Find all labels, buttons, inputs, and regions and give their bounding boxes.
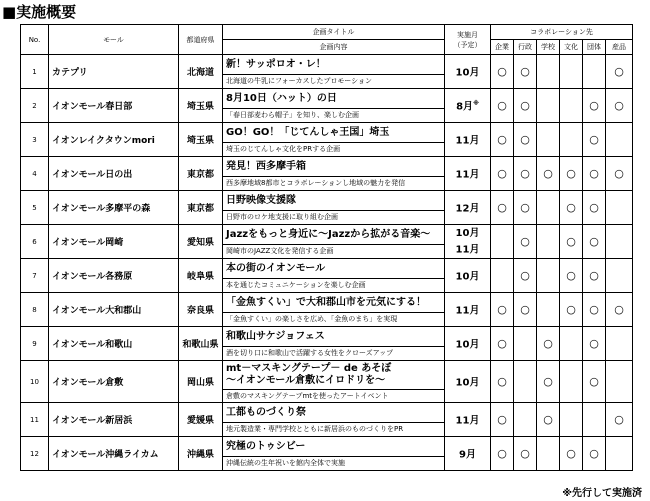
row-plan-title: Jazzをもっと身近に～Jazzから拡がる音楽～ xyxy=(223,225,444,245)
collab-cell xyxy=(583,403,606,437)
collab-mark: ○ xyxy=(543,375,553,388)
collab-mark: ○ xyxy=(497,201,507,214)
row-mall: イオンモール新居浜 xyxy=(49,403,179,437)
collab-mark: ○ xyxy=(566,167,576,180)
collab-mark: ○ xyxy=(497,133,507,146)
row-plan-title: GO！GO！「じてんしゃ王国」埼玉 xyxy=(223,123,444,143)
row-month xyxy=(445,157,491,191)
row-month-value: 12月 xyxy=(455,203,480,215)
collab-cell xyxy=(583,361,606,403)
row-plan xyxy=(223,225,445,259)
row-mall: イオンモール沖縄ライカム xyxy=(49,437,179,471)
header-collab-col: 文化 xyxy=(560,40,583,55)
row-plan xyxy=(223,191,445,225)
row-pref: 奈良県 xyxy=(179,293,223,327)
row-month-value: 10月 xyxy=(455,67,480,79)
row-mall: イオンモール春日部 xyxy=(49,89,179,123)
row-month-value: 10月 xyxy=(455,271,480,283)
collab-mark: ○ xyxy=(589,99,599,112)
collab-cell xyxy=(583,225,606,259)
collab-cell xyxy=(560,191,583,225)
collab-cell xyxy=(537,225,560,259)
row-plan-title: 和歌山サケジョフェス xyxy=(223,327,444,347)
row-pref: 和歌山県 xyxy=(179,327,223,361)
collab-cell xyxy=(491,89,514,123)
collab-mark: ○ xyxy=(614,99,624,112)
header-plan-title: 企画タイトル xyxy=(223,25,445,40)
row-no: 4 xyxy=(21,157,49,191)
collab-cell xyxy=(560,55,583,89)
collab-cell xyxy=(606,157,633,191)
row-month xyxy=(445,327,491,361)
row-plan xyxy=(223,157,445,191)
collab-cell xyxy=(606,259,633,293)
row-mall: カテプリ xyxy=(49,55,179,89)
row-plan-title: 新！サッポロオ・レ！ xyxy=(223,55,444,75)
collab-mark: ○ xyxy=(520,167,530,180)
table-row xyxy=(21,157,633,191)
row-plan-title: 「金魚すくい」で大和郡山市を元気にする！ xyxy=(223,293,444,313)
collab-mark: ○ xyxy=(497,447,507,460)
collab-cell xyxy=(514,361,537,403)
collab-cell xyxy=(537,403,560,437)
collab-cell xyxy=(491,225,514,259)
collab-cell xyxy=(606,55,633,89)
collab-cell xyxy=(491,403,514,437)
row-plan-title: 本の街のイオンモール xyxy=(223,259,444,279)
row-plan xyxy=(223,361,445,403)
collab-cell xyxy=(583,55,606,89)
collab-cell xyxy=(491,361,514,403)
collab-cell xyxy=(491,191,514,225)
row-month xyxy=(445,361,491,403)
row-plan-title: 日野映像支援隊 xyxy=(223,191,444,211)
header-collab-col: 学校 xyxy=(537,40,560,55)
collab-cell xyxy=(583,157,606,191)
collab-cell xyxy=(606,403,633,437)
collab-cell xyxy=(491,327,514,361)
table-row xyxy=(21,123,633,157)
collab-cell xyxy=(537,437,560,471)
collab-cell xyxy=(583,191,606,225)
header-collab-col: 団体 xyxy=(583,40,606,55)
row-plan xyxy=(223,89,445,123)
row-month xyxy=(445,123,491,157)
collab-cell xyxy=(583,89,606,123)
collab-mark: ○ xyxy=(520,235,530,248)
collab-cell xyxy=(537,361,560,403)
collab-cell xyxy=(560,293,583,327)
table-row xyxy=(21,225,633,259)
row-month xyxy=(445,437,491,471)
row-month xyxy=(445,191,491,225)
collab-cell xyxy=(560,225,583,259)
row-no: 11 xyxy=(21,403,49,437)
row-mall: イオンモール倉敷 xyxy=(49,361,179,403)
row-plan-desc: 北海道の牛乳にフォーカスしたプロモーション xyxy=(226,77,372,85)
row-month-note-mark: ※ xyxy=(473,100,479,108)
collab-cell xyxy=(583,437,606,471)
collab-cell xyxy=(606,327,633,361)
collab-cell xyxy=(514,89,537,123)
row-plan-title: 発見！西多摩手箱 xyxy=(223,157,444,177)
row-plan-desc: 沖縄伝統の生年祝いを館内全体で実施 xyxy=(226,459,345,467)
collab-mark: ○ xyxy=(589,269,599,282)
collab-cell xyxy=(606,293,633,327)
collab-mark: ○ xyxy=(497,167,507,180)
collab-mark: ○ xyxy=(589,201,599,214)
row-month-value: 11月 xyxy=(455,135,480,147)
collab-mark: ○ xyxy=(614,65,624,78)
collab-cell xyxy=(537,123,560,157)
collab-mark: ○ xyxy=(589,133,599,146)
collab-cell xyxy=(514,437,537,471)
collab-cell xyxy=(514,123,537,157)
table-row xyxy=(21,403,633,437)
row-plan-desc: 西多摩地域8都市とコラボレーションし地域の魅力を発信 xyxy=(226,179,406,187)
collab-cell xyxy=(606,361,633,403)
row-no: 5 xyxy=(21,191,49,225)
row-plan-desc: 本を通じたコミュニケーションを楽しむ企画 xyxy=(226,281,366,289)
table-body xyxy=(21,55,633,471)
row-plan-desc: 倉敷のマスキングテープmtを使ったアートイベント xyxy=(226,392,389,400)
table-row xyxy=(21,191,633,225)
row-plan-desc: 地元製造業・専門学校とともに新居浜のものづくりをPR xyxy=(226,425,404,433)
row-no: 2 xyxy=(21,89,49,123)
row-mall: イオンレイクタウンmori xyxy=(49,123,179,157)
row-no: 8 xyxy=(21,293,49,327)
collab-cell xyxy=(514,55,537,89)
collab-mark: ○ xyxy=(543,337,553,350)
collab-mark: ○ xyxy=(589,303,599,316)
row-plan-title: mt－マスキングテープ－ de あそぼ ～イオンモール倉敷にイロドリを～ xyxy=(223,361,444,390)
row-pref: 埼玉県 xyxy=(179,123,223,157)
header-pref: 都道府県 xyxy=(179,25,223,55)
collab-cell xyxy=(491,55,514,89)
collab-mark: ○ xyxy=(520,201,530,214)
row-plan-desc: 「金魚すくい」の楽しさを広め、「金魚のまち」を実現 xyxy=(226,315,398,323)
table-row xyxy=(21,259,633,293)
collab-mark: ○ xyxy=(520,133,530,146)
collab-cell xyxy=(537,259,560,293)
row-no: 10 xyxy=(21,361,49,403)
row-month-value: 9月 xyxy=(459,449,476,461)
collab-cell xyxy=(491,123,514,157)
header-collab-col: 産品 xyxy=(606,40,633,55)
row-plan-title: 8月10日（ハット）の日 xyxy=(223,89,444,109)
collab-mark: ○ xyxy=(497,303,507,316)
collab-cell xyxy=(537,89,560,123)
row-month xyxy=(445,293,491,327)
collab-cell xyxy=(560,259,583,293)
row-mall: イオンモール多摩平の森 xyxy=(49,191,179,225)
row-plan xyxy=(223,403,445,437)
row-month-value: 10月 xyxy=(455,377,480,389)
row-month-value: 11月 xyxy=(455,305,480,317)
row-mall: イオンモール岡崎 xyxy=(49,225,179,259)
row-mall: イオンモール日の出 xyxy=(49,157,179,191)
collab-mark: ○ xyxy=(543,413,553,426)
collab-mark: ○ xyxy=(589,235,599,248)
collab-cell xyxy=(560,437,583,471)
row-no: 12 xyxy=(21,437,49,471)
header-no: No. xyxy=(21,25,49,55)
collab-mark: ○ xyxy=(566,303,576,316)
row-plan-desc: 日野市のロケ地支援に取り組む企画 xyxy=(226,213,338,221)
footnote: ※先行して実施済 xyxy=(562,488,642,499)
collab-cell xyxy=(537,55,560,89)
row-month xyxy=(445,403,491,437)
row-pref: 北海道 xyxy=(179,55,223,89)
header-plan-content: 企画内容 xyxy=(223,40,445,55)
row-no: 6 xyxy=(21,225,49,259)
row-month-value: 11月 xyxy=(455,415,480,427)
row-month-value: 11月 xyxy=(455,169,480,181)
row-plan-desc: 「春日部麦わら帽子」を知り、楽しむ企画 xyxy=(226,111,359,119)
collab-mark: ○ xyxy=(520,447,530,460)
table-row xyxy=(21,361,633,403)
collab-cell xyxy=(514,293,537,327)
collab-mark: ○ xyxy=(497,413,507,426)
row-pref: 岐阜県 xyxy=(179,259,223,293)
collab-mark: ○ xyxy=(497,337,507,350)
header-month xyxy=(445,25,491,55)
collab-mark: ○ xyxy=(614,167,624,180)
row-plan-desc: 埼玉のじてんしゃ文化をPRする企画 xyxy=(226,145,341,153)
collab-cell xyxy=(560,123,583,157)
collab-cell xyxy=(560,157,583,191)
row-plan xyxy=(223,293,445,327)
collab-cell xyxy=(491,157,514,191)
row-month xyxy=(445,225,491,259)
collab-cell xyxy=(537,191,560,225)
row-pref: 埼玉県 xyxy=(179,89,223,123)
collab-cell xyxy=(560,361,583,403)
collab-mark: ○ xyxy=(497,375,507,388)
collab-cell xyxy=(560,89,583,123)
collab-cell xyxy=(514,225,537,259)
collab-mark: ○ xyxy=(614,303,624,316)
row-plan xyxy=(223,123,445,157)
row-month xyxy=(445,55,491,89)
row-plan-title: 工都ものづくり祭 xyxy=(223,403,444,423)
collab-mark: ○ xyxy=(566,447,576,460)
collab-mark: ○ xyxy=(589,375,599,388)
collab-cell xyxy=(491,259,514,293)
header-month-label: 実施月 xyxy=(457,30,478,39)
row-plan xyxy=(223,437,445,471)
overview-table xyxy=(20,24,633,471)
header-collab-col: 企業 xyxy=(491,40,514,55)
collab-cell xyxy=(606,225,633,259)
collab-mark: ○ xyxy=(589,167,599,180)
table-row xyxy=(21,55,633,89)
collab-cell xyxy=(491,293,514,327)
collab-cell xyxy=(491,437,514,471)
collab-mark: ○ xyxy=(566,269,576,282)
header-collab-col: 行政 xyxy=(514,40,537,55)
collab-mark: ○ xyxy=(614,413,624,426)
row-mall: イオンモール大和郡山 xyxy=(49,293,179,327)
collab-mark: ○ xyxy=(497,65,507,78)
row-month-value: 10月 xyxy=(455,339,480,351)
collab-cell xyxy=(583,259,606,293)
collab-cell xyxy=(583,293,606,327)
header-month-sub: （予定） xyxy=(453,40,482,49)
table-row xyxy=(21,293,633,327)
row-pref: 東京都 xyxy=(179,157,223,191)
collab-mark: ○ xyxy=(520,269,530,282)
table-row xyxy=(21,437,633,471)
row-mall: イオンモール各務原 xyxy=(49,259,179,293)
row-mall: イオンモール和歌山 xyxy=(49,327,179,361)
section-heading: ■実施概要 xyxy=(2,3,77,21)
collab-mark: ○ xyxy=(566,201,576,214)
collab-mark: ○ xyxy=(520,65,530,78)
collab-cell xyxy=(514,403,537,437)
table-row xyxy=(21,327,633,361)
row-plan xyxy=(223,327,445,361)
row-pref: 東京都 xyxy=(179,191,223,225)
collab-cell xyxy=(537,327,560,361)
row-no: 7 xyxy=(21,259,49,293)
collab-cell xyxy=(560,327,583,361)
collab-cell xyxy=(514,259,537,293)
row-month xyxy=(445,259,491,293)
row-plan-desc: 酒を切り口に和歌山で活躍する女性をクローズアップ xyxy=(226,349,394,357)
collab-cell xyxy=(606,123,633,157)
collab-mark: ○ xyxy=(566,235,576,248)
header-collab: コラボレーション先 xyxy=(491,25,633,40)
collab-cell xyxy=(537,293,560,327)
collab-mark: ○ xyxy=(520,303,530,316)
row-no: 1 xyxy=(21,55,49,89)
row-pref: 沖縄県 xyxy=(179,437,223,471)
row-month-value: 10月 11月 xyxy=(455,227,480,256)
collab-cell xyxy=(560,403,583,437)
collab-cell xyxy=(537,157,560,191)
collab-mark: ○ xyxy=(543,167,553,180)
collab-mark: ○ xyxy=(497,99,507,112)
row-plan-desc: 岡崎市のJAZZ文化を発信する企画 xyxy=(226,247,334,255)
collab-cell xyxy=(514,157,537,191)
row-pref: 愛媛県 xyxy=(179,403,223,437)
collab-cell xyxy=(606,437,633,471)
table-row xyxy=(21,89,633,123)
collab-mark: ○ xyxy=(520,99,530,112)
header-mall: モール xyxy=(49,25,179,55)
row-no: 9 xyxy=(21,327,49,361)
row-pref: 岡山県 xyxy=(179,361,223,403)
collab-cell xyxy=(514,327,537,361)
collab-cell xyxy=(583,123,606,157)
collab-cell xyxy=(583,327,606,361)
row-pref: 愛知県 xyxy=(179,225,223,259)
row-plan xyxy=(223,259,445,293)
row-plan xyxy=(223,55,445,89)
collab-mark: ○ xyxy=(589,337,599,350)
collab-cell xyxy=(606,191,633,225)
row-plan-title: 究極のトゥシビー xyxy=(223,437,444,457)
collab-cell xyxy=(606,89,633,123)
row-month-value: 8月 xyxy=(456,101,474,113)
row-month xyxy=(445,89,491,123)
row-no: 3 xyxy=(21,123,49,157)
collab-mark: ○ xyxy=(589,447,599,460)
collab-cell xyxy=(514,191,537,225)
